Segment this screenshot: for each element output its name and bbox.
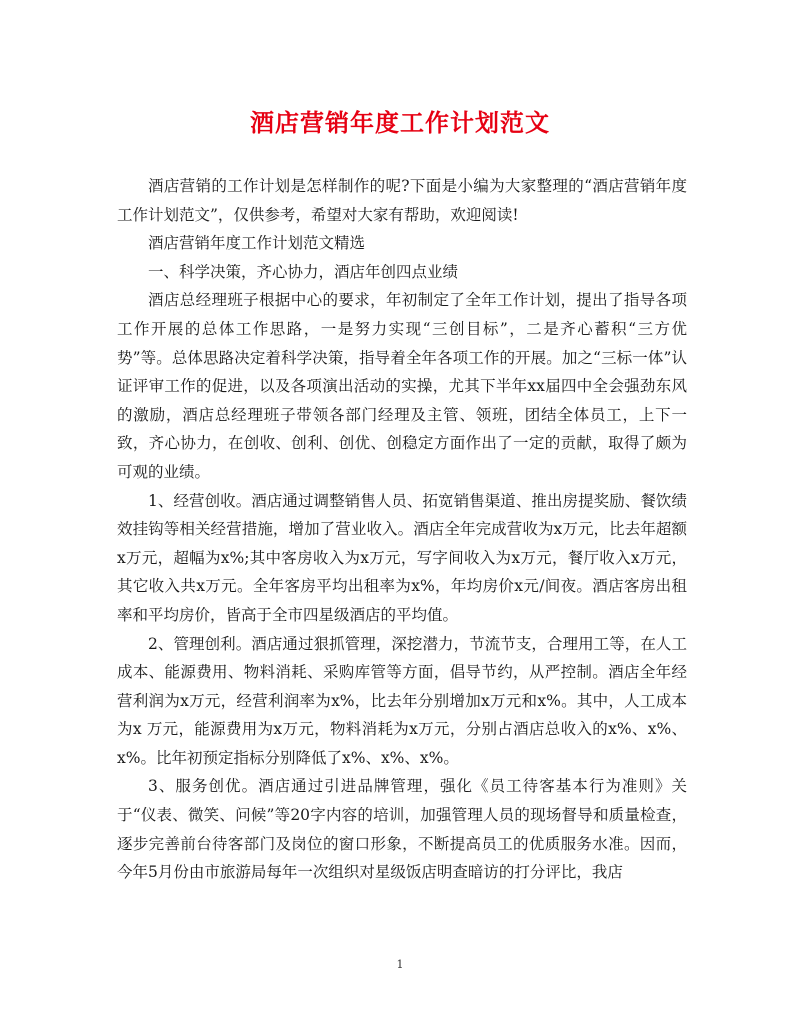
- body-paragraph: 2、管理创利。酒店通过狠抓管理，深挖潜力，节流节支，合理用工等，在人工成本、能源费用、物料消耗、采购库管等方面，倡导节约，从严控制。酒店全年经营利润为x万元，经营利润率为x%，比去年分别增加x万元和x%。其中，人工成本为x 万元，能源费用为x万元，物料消耗为x万元，分别占酒店总收入的x%、x%、x%。比年初预定指标分别降低了x%、x%、x%。: [117, 634, 687, 767]
- document-body: [117, 172, 687, 887]
- page-number: 1: [396, 958, 404, 971]
- intro-paragraph: 酒店营销的工作计划是怎样制作的呢?下面是小编为大家整理的“酒店营销年度工作计划范文”，仅供参考，希望对大家有帮助，欢迎阅读!: [117, 177, 687, 224]
- section-heading: 酒店营销年度工作计划范文精选: [148, 234, 366, 253]
- document-title: 酒店营销年度工作计划范文: [250, 108, 550, 137]
- body-paragraph: 3、服务创优。酒店通过引进品牌管理，强化《员工待客基本行为准则》关于“仪表、微笑、问候”等20字内容的培训，加强管理人员的现场督导和质量检查，逐步完善前台待客部门及岗位的窗口形象，不断提高员工的优质服务水准。因而，今年5月份由市旅游局每年一次组织对星级饭店明查暗访的打分评比，我店: [117, 777, 687, 882]
- body-paragraph: 1、经营创收。酒店通过调整销售人员、拓宽销售渠道、推出房提奖励、餐饮绩效挂钩等相关经营措施，增加了营业收入。酒店全年完成营收为x万元，比去年超额x万元，超幅为x%;其中客房收入为x万元，写字间收入为x万元，餐厅收入x万元，其它收入共x万元。全年客房平均出租率为x%，年均房价x元/间夜。酒店客房出租率和平均房价，皆高于全市四星级酒店的平均值。: [117, 491, 687, 624]
- subheading: 一、科学决策，齐心协力，酒店年创四点业绩: [148, 262, 459, 281]
- body-paragraph: 酒店总经理班子根据中心的要求，年初制定了全年工作计划，提出了指导各项工作开展的总体工作思路，一是努力实现“三创目标”，二是齐心蓄积“三方优势”等。总体思路决定着科学决策，指导着全年各项工作的开展。加之“三标一体”认证评审工作的促进，以及各项演出活动的实操，尤其下半年xx届四中全会强劲东风的激励，酒店总经理班子带领各部门经理及主管、领班，团结全体员工，上下一致，齐心协力，在创收、创利、创优、创稳定方面作出了一定的贡献，取得了颇为可观的业绩。: [117, 291, 687, 481]
